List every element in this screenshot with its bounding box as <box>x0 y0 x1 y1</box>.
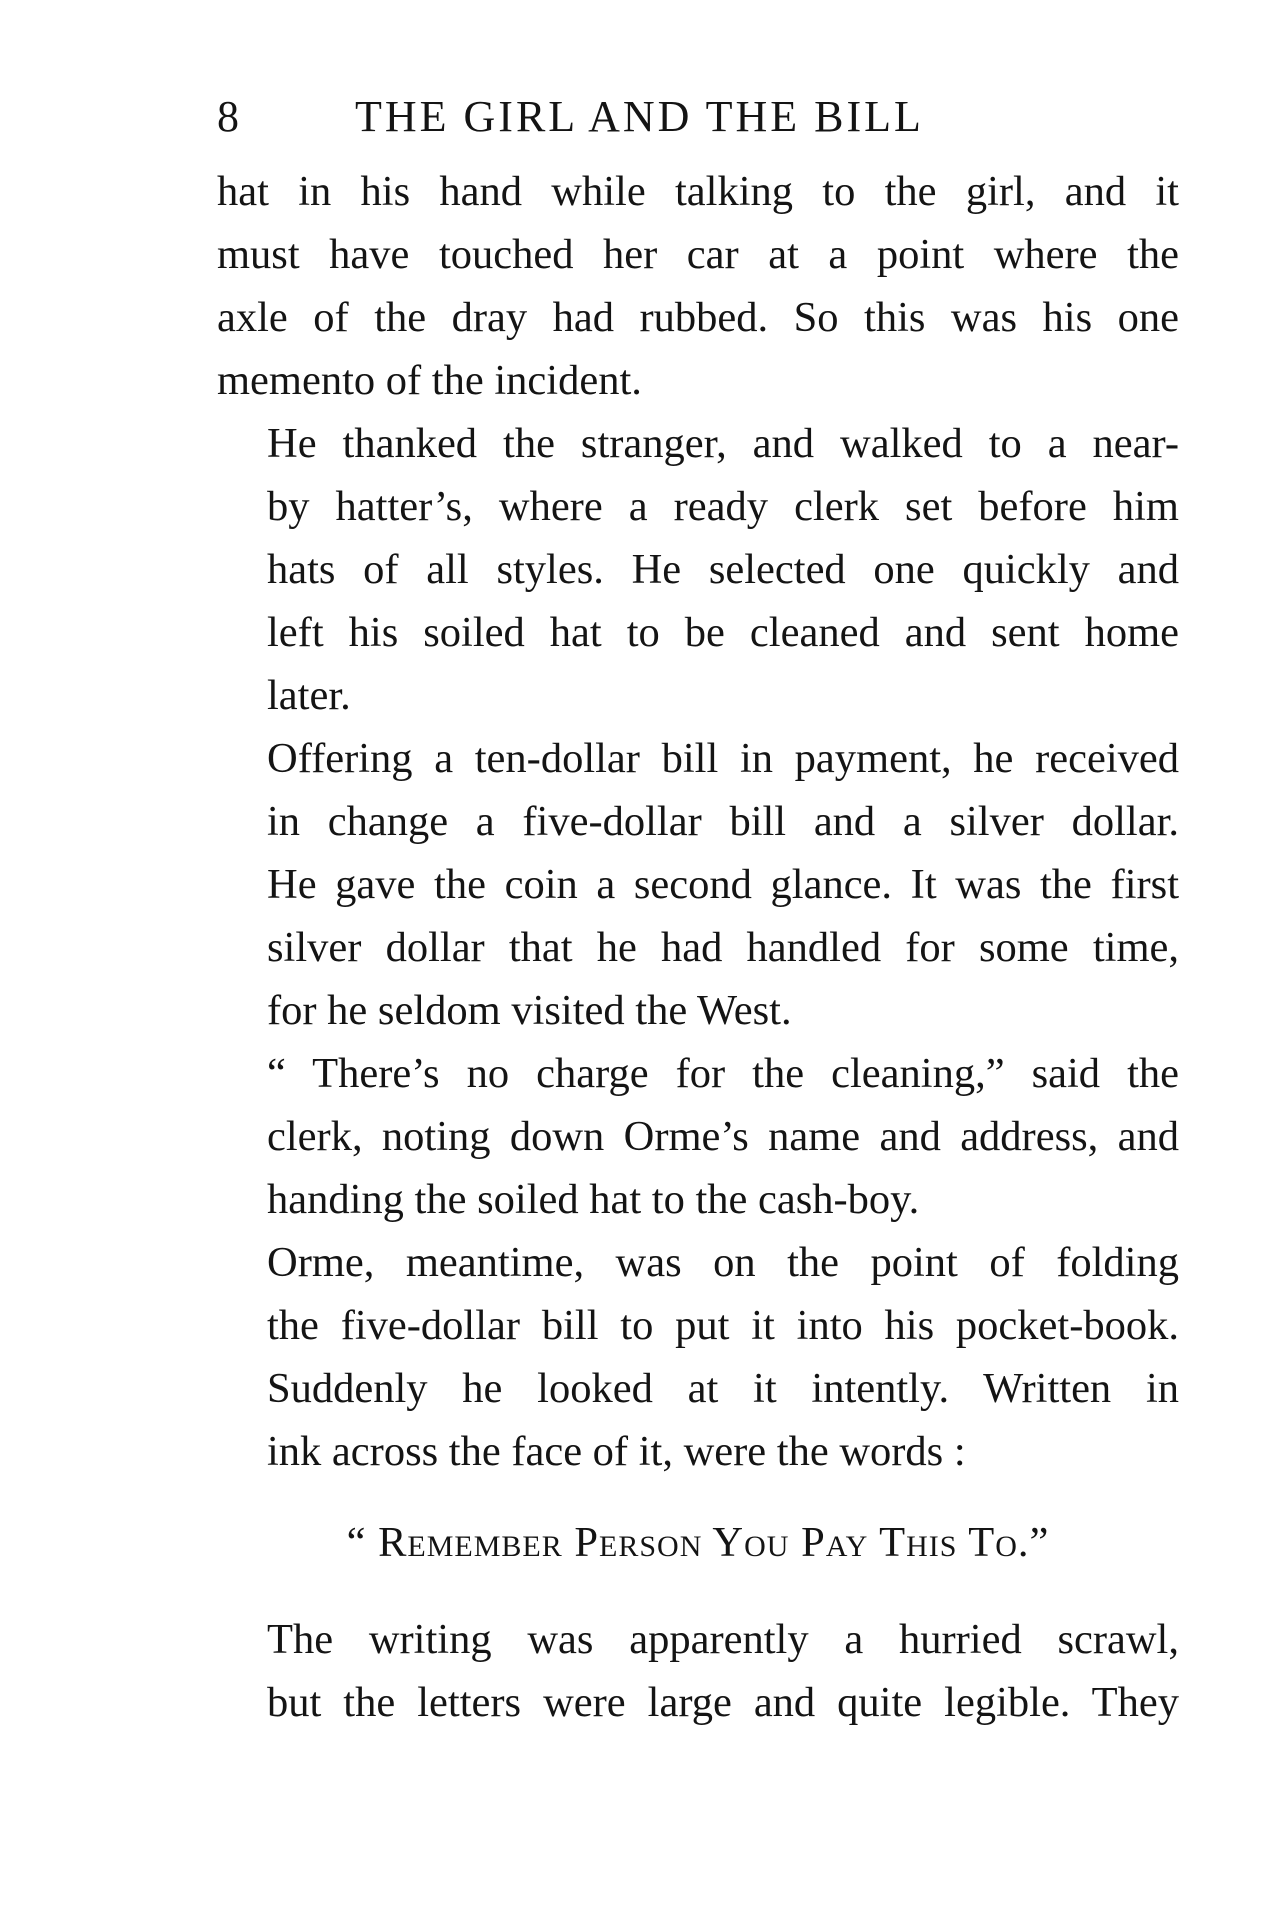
paragraph-3 <box>217 727 1179 1042</box>
text-line: “ There’s no charge for the cleaning,” said the <box>267 1050 1179 1097</box>
text-line: but the letters were large and quite legible. They <box>267 1679 1179 1726</box>
paragraph-4 <box>217 1042 1179 1231</box>
page-number: 8 <box>217 92 241 141</box>
text-line: in change a five-dollar bill and a silver dollar. <box>267 798 1179 845</box>
text-line: later. <box>267 672 351 719</box>
text-line: Orme, meantime, was on the point of folding <box>267 1239 1179 1286</box>
text-line: hat in his hand while talking to the girl, and it <box>217 168 1179 215</box>
body-text <box>217 160 1179 1734</box>
paragraph-1 <box>217 160 1179 412</box>
paragraph-2 <box>217 412 1179 727</box>
text-line: ink across the face of it, were the words : <box>267 1428 966 1475</box>
paragraph-6 <box>217 1608 1179 1734</box>
inscription-text: “ Remember Person You Pay This To.” <box>346 1519 1050 1566</box>
text-line: left his soiled hat to be cleaned and sent home <box>267 609 1179 656</box>
text-line: silver dollar that he had handled for some time, <box>267 924 1179 971</box>
text-line: axle of the dray had rubbed. So this was his one <box>217 294 1179 341</box>
running-title: THE GIRL AND THE BILL <box>355 92 924 141</box>
text-line: He thanked the stranger, and walked to a near- <box>267 420 1179 467</box>
text-line: for he seldom visited the West. <box>267 987 792 1034</box>
running-head <box>217 92 1047 142</box>
text-line: must have touched her car at a point where the <box>217 231 1179 278</box>
text-line: hats of all styles. He selected one quickly and <box>267 546 1179 593</box>
text-line: by hatter’s, where a ready clerk set before him <box>267 483 1179 530</box>
text-line: handing the soiled hat to the cash-boy. <box>267 1176 920 1223</box>
text-line: Offering a ten-dollar bill in payment, he received <box>267 735 1179 782</box>
text-line: the five-dollar bill to put it into his pocket-book. <box>267 1302 1179 1349</box>
text-line: clerk, noting down Orme’s name and address, and <box>267 1113 1179 1160</box>
text-line: The writing was apparently a hurried scrawl, <box>267 1616 1179 1663</box>
text-line: memento of the incident. <box>217 357 642 404</box>
text-line: Suddenly he looked at it intently. Written in <box>267 1365 1179 1412</box>
bill-inscription <box>217 1511 1179 1574</box>
paragraph-5 <box>217 1231 1179 1483</box>
text-line: He gave the coin a second glance. It was the first <box>267 861 1179 908</box>
